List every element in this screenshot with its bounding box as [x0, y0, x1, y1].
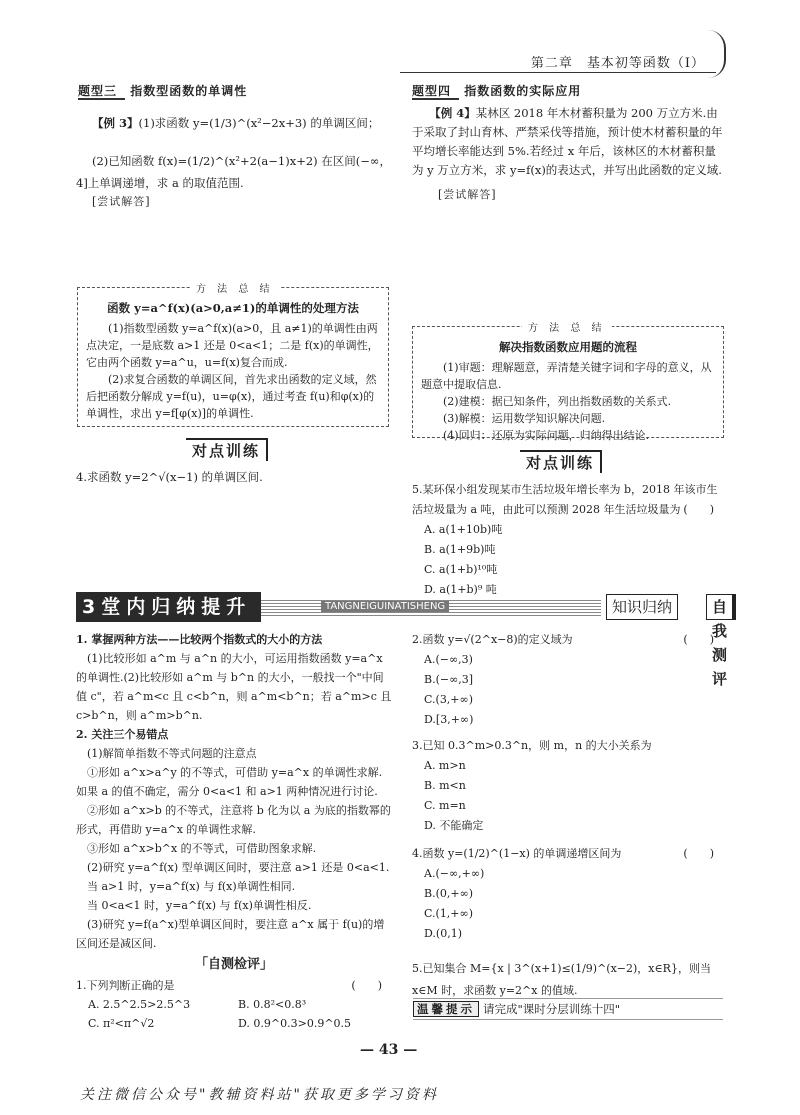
banner-pinyin: TANGNEIGUINATISHENG — [261, 598, 601, 616]
method-p3: (3)解模：运用数学知识解决问题. — [443, 412, 606, 425]
chapter-header: 第二章 基本初等函数（Ⅰ） — [530, 56, 705, 71]
selftest-questions — [412, 630, 724, 1002]
option-a: A.(−∞,3) — [424, 653, 473, 666]
example-q1: (1)求函数 y=(1/3)^(x²−2x+3) 的单调区间； — [138, 116, 380, 130]
option-d: D.[3,+∞) — [424, 713, 474, 726]
example-4 — [412, 104, 724, 180]
option-b: B. a(1+9b)吨 — [424, 543, 496, 556]
example-label: 【例 4】 — [429, 106, 476, 120]
practice-q5 — [412, 480, 724, 600]
option-d: D. a(1+b)⁹ 吨 — [424, 583, 497, 596]
summary-h2h: (3)研究 y=f(a^x)型单调区间时，要注意 a^x 属于 f(u)的增区间还是减区间. — [76, 918, 385, 950]
header-bracket — [708, 30, 726, 78]
summary-h2c: ②形如 a^x>b 的不等式，注意将 b 化为以 a 为底的指数幂的形式，再借助 y=a^x 的单调性求解. — [76, 804, 391, 836]
banner-tab-selftest: 自我测评 — [706, 594, 736, 620]
knowledge-summary — [76, 630, 392, 1033]
option-c: C.(3,+∞) — [424, 693, 473, 706]
option-c: C. π²<π^√2 — [88, 1017, 155, 1030]
practice-q4: 4.求函数 y=2^√(x−1) 的单调区间. — [76, 470, 263, 484]
method-label: 方 法 总 结 — [522, 319, 612, 334]
option-d: D. 不能确定 — [424, 819, 484, 832]
try-solve-label: [尝试解答] — [438, 188, 497, 201]
question-text: 4.函数 y=(1/2)^(1−x) 的单调递增区间为 — [412, 847, 622, 860]
page-number: — 43 — — [360, 1042, 418, 1058]
method-title: 解决指数函数应用题的流程 — [499, 340, 637, 354]
method-summary-box — [412, 326, 724, 442]
option-b: B. m<n — [424, 779, 466, 792]
option-a: A. m>n — [424, 759, 466, 772]
method-p1: (1)审题：理解题意，弄清楚关键字词和字母的意义，从题意中提取信息. — [421, 361, 712, 391]
try-solve-label: [尝试解答] — [92, 195, 151, 208]
selftest-heading: 「自测检评」 — [194, 957, 273, 972]
summary-h2a: (1)解简单指数不等式问题的注意点 — [87, 747, 257, 760]
footer-watermark: 关注微信公众号"教辅资料站"获取更多学习资料 — [80, 1087, 439, 1103]
option-d: D.(0,1) — [424, 927, 463, 940]
example-3 — [92, 112, 392, 134]
method-title: 函数 y=a^f(x)(a>0,a≠1)的单调性的处理方法 — [107, 301, 359, 315]
practice-heading: 对点训练 — [520, 450, 602, 473]
method-label: 方 法 总 结 — [190, 280, 280, 295]
banner-tab-knowledge: 知识归纳 — [606, 594, 678, 620]
section-tag: 题型四 — [412, 84, 459, 100]
method-p4: (4)回归：还原为实际问题，归纳得出结论. — [443, 429, 650, 442]
header-rule — [400, 72, 716, 73]
option-c: C. m=n — [424, 799, 466, 812]
reminder-text: 请完成"课时分层训练十四" — [483, 1002, 621, 1016]
banner-title: 3堂内归纳提升 — [76, 592, 261, 622]
question-text: 5.已知集合 M={x | 3^(x+1)≤(1/9)^(x−2)，x∈R}，则当 x∈M 时，求函数 y=2^x 的值域. — [412, 962, 711, 997]
option-b: B.(0,+∞) — [424, 887, 474, 900]
option-d: D. 0.9^0.3>0.9^0.5 — [238, 1017, 352, 1030]
question-text: 3.已知 0.3^m>0.3^n，则 m，n 的大小关系为 — [412, 739, 652, 752]
summary-h1p: (1)比较形如 a^m 与 a^n 的大小，可运用指数函数 y=a^x 的单调性.(2)比较形如 a^m 与 b^n 的大小，一般找一个"中间值 c"，若 a^m<c 且 c<b^n，则 a^m<b^n；若 a^m>c 且 c>b^n，则 a^m>b^n. — [76, 652, 392, 722]
option-c: C. a(1+b)¹⁰吨 — [424, 563, 498, 576]
answer-paren: ( ) — [683, 633, 714, 646]
reminder-tag: 温馨提示 — [413, 1001, 479, 1017]
method-p2: (2)建模：据已知条件，列出指数函数的关系式. — [443, 395, 672, 408]
option-a: A. 2.5^2.5>2.5^3 — [88, 998, 191, 1011]
section-name: 指数型函数的单调性 — [130, 84, 248, 98]
method-p2: (2)求复合函数的单调区间，首先求出函数的定义域，然后把函数分解成 y=f(u)，u=φ(x)，通过考查 f(u)和φ(x)的单调性，求出 y=f[φ(x)]的单调性. — [86, 373, 377, 420]
answer-paren: ( ) — [351, 979, 382, 992]
method-summary-box — [77, 287, 389, 427]
section-title-4 — [412, 82, 581, 99]
example-text: 某林区 2018 年木材蓄积量为 200 万立方米.由于采取了封山育林、严禁采伐等措施，预计使木材蓄积量的年平均增长率能达到 5%.若经过 x 年后，该林区的木材蓄积量为 y 万立方米，求 y=f(x)的表达式，并写出此函数的定义域. — [412, 106, 723, 177]
section-tag: 题型三 — [78, 84, 125, 100]
option-b: B.(−∞,3] — [424, 673, 474, 686]
option-b: B. 0.8²<0.8³ — [238, 998, 307, 1011]
summary-h2g: 当 0<a<1 时，y=a^f(x) 与 f(x)单调性相反. — [87, 899, 312, 912]
option-a: A.(−∞,+∞) — [424, 867, 485, 880]
summary-h1: 1. 掌握两种方法——比较两个指数式的大小的方法 — [76, 633, 323, 646]
question-text: 2.函数 y=√(2^x−8)的定义域为 — [412, 633, 573, 646]
section-name: 指数函数的实际应用 — [464, 84, 582, 98]
question-text: 5.某环保小组发现某市生活垃圾年增长率为 b，2018 年该市生活垃圾量为 a 吨，由此可以预测 2028 年生活垃圾量为 — [412, 483, 718, 516]
reminder-bar — [413, 998, 723, 1020]
question-text: 1.下列判断正确的是 — [76, 979, 175, 992]
example-3-q2: (2)已知函数 f(x)=(1/2)^(x²+2(a−1)x+2) 在区间(−∞， — [92, 154, 392, 168]
example-label: 【例 3】 — [92, 116, 139, 130]
option-a: A. a(1+10b)吨 — [424, 523, 503, 536]
method-p1: (1)指数型函数 y=a^f(x)(a>0，且 a≠1)的单调性由两点决定，一是底数 a>1 还是 0<a<1；二是 f(x)的单调性，它由两个函数 y=a^u，u=f(x)复合而成. — [86, 322, 379, 369]
summary-h2f: 当 a>1 时，y=a^f(x) 与 f(x)单调性相同. — [87, 880, 296, 893]
summary-h2b: ①形如 a^x>a^y 的不等式，可借助 y=a^x 的单调性求解.如果 a 的值不确定，需分 0<a<1 和 a>1 两种情况进行讨论. — [76, 766, 383, 798]
summary-h2e: (2)研究 y=a^f(x) 型单调区间时，要注意 a>1 还是 0<a<1. — [87, 861, 390, 874]
summary-h2d: ③形如 a^x>b^x 的不等式，可借助图象求解. — [87, 842, 317, 855]
practice-heading: 对点训练 — [186, 438, 268, 461]
answer-paren: ( ) — [683, 503, 714, 516]
summary-h2: 2. 关注三个易错点 — [76, 728, 169, 741]
option-c: C.(1,+∞) — [424, 907, 473, 920]
section-title-3 — [78, 82, 247, 99]
example-3-q2b: 4]上单调递增，求 a 的取值范围. — [76, 176, 244, 190]
answer-paren: ( ) — [683, 847, 714, 860]
